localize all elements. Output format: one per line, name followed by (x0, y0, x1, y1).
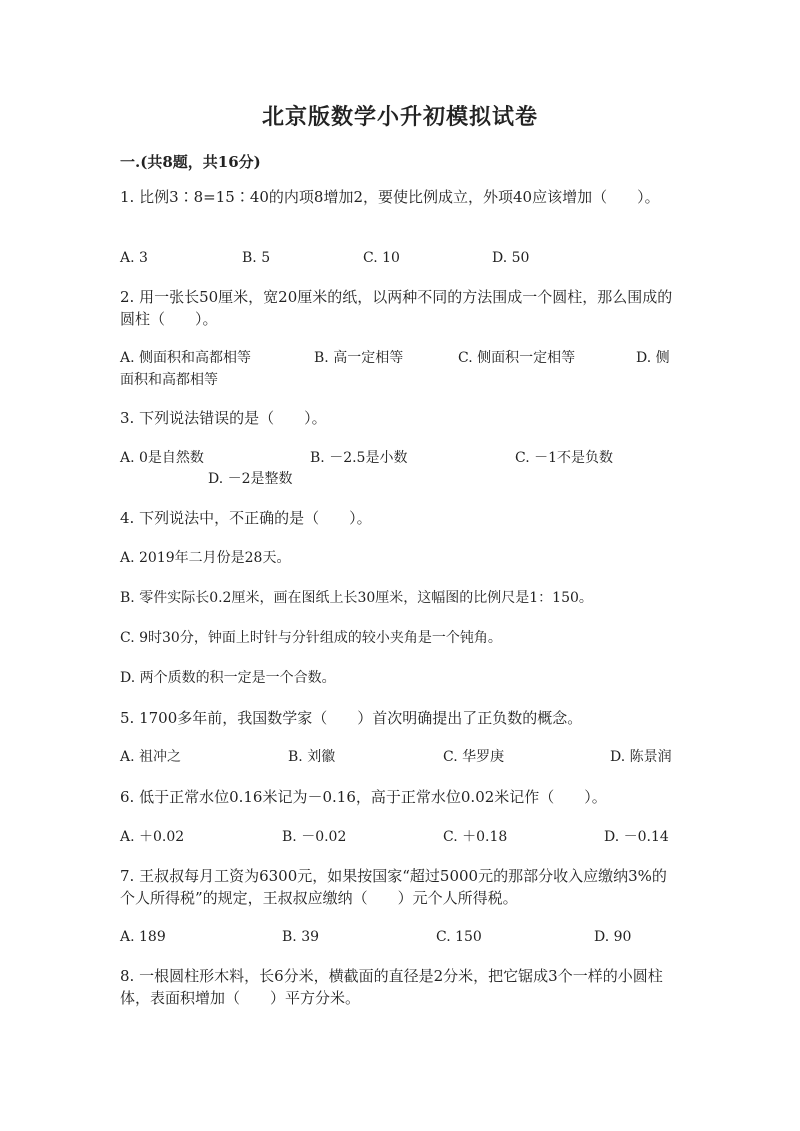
q6-option-d[interactable]: D. －0.14 (604, 829, 669, 845)
q2-option-d[interactable]: D. 侧面积和高都相等 (120, 350, 670, 388)
q2-option-a[interactable]: A. 侧面积和高都相等 (120, 350, 252, 366)
question-7: 7. 王叔叔每月工资为6300元，如果按国家“超过5000元的那部分收入应缴纳3%的个人所得税”的规定，王叔叔应缴纳（ ）元个人所得税。 (120, 867, 667, 907)
q5-option-d[interactable]: D. 陈景润 (610, 749, 672, 765)
question-2: 2. 用一张长50厘米，宽20厘米的纸，以两种不同的方法围成一个圆柱，那么围成的圆柱（ ）。 (120, 288, 673, 328)
question-1-options (120, 247, 680, 269)
question-8: 8. 一根圆柱形木料，长6分米，横截面的直径是2分米，把它锯成3个一样的小圆柱体，表面积增加（ ）平方分米。 (120, 967, 663, 1007)
q1-option-b[interactable]: B. 5 (242, 250, 271, 266)
q2-option-b[interactable]: B. 高一定相等 (314, 350, 404, 366)
page-title: 北京版数学小升初模拟试卷 (261, 104, 538, 130)
q1-option-c[interactable]: C. 10 (363, 250, 400, 266)
q3-option-c[interactable]: C. －1不是负数 (515, 450, 614, 466)
q5-option-a[interactable]: A. 祖冲之 (120, 749, 182, 765)
question-2-options (120, 347, 680, 391)
q4-option-a[interactable]: A. 2019年二月份是28天。 (120, 550, 291, 566)
question-1: 1. 比例3∶8=15∶40的内项8增加2，要使比例成立，外项40应该增加（ ）。 (120, 188, 660, 206)
question-5-options (120, 746, 680, 768)
question-6: 6. 低于正常水位0.16米记为－0.16，高于正常水位0.02米记作（ ）。 (120, 788, 607, 806)
q7-option-b[interactable]: B. 39 (282, 929, 320, 945)
q7-option-d[interactable]: D. 90 (594, 929, 632, 945)
q6-option-c[interactable]: C. ＋0.18 (443, 829, 508, 845)
q4-option-c[interactable]: C. 9时30分，钟面上时针与分针组成的较小夹角是一个钝角。 (120, 630, 502, 646)
question-4: 4. 下列说法中，不正确的是（ ）。 (120, 509, 372, 527)
q1-option-d[interactable]: D. 50 (492, 250, 530, 266)
q7-option-c[interactable]: C. 150 (436, 929, 482, 945)
question-7-options (120, 926, 680, 948)
q4-option-b[interactable]: B. 零件实际长0.2厘米，画在图纸上长30厘米，这幅图的比例尺是1：150。 (120, 590, 593, 606)
q6-option-a[interactable]: A. ＋0.02 (120, 829, 185, 845)
q3-option-a[interactable]: A. 0是自然数 (120, 450, 204, 466)
q2-option-c[interactable]: C. 侧面积一定相等 (458, 350, 576, 366)
section-heading: 一.(共8题，共16分) (120, 153, 261, 171)
q3-option-d[interactable]: D. －2是整数 (208, 471, 293, 487)
question-3: 3. 下列说法错误的是（ ）。 (120, 409, 327, 427)
question-5: 5. 1700多年前，我国数学家（ ）首次明确提出了正负数的概念。 (120, 709, 583, 727)
q5-option-c[interactable]: C. 华罗庚 (443, 749, 505, 765)
q7-option-a[interactable]: A. 189 (120, 929, 166, 945)
q6-option-b[interactable]: B. －0.02 (282, 829, 347, 845)
q1-option-a[interactable]: A. 3 (120, 250, 148, 266)
q5-option-b[interactable]: B. 刘徽 (288, 749, 336, 765)
q3-option-b[interactable]: B. －2.5是小数 (310, 450, 408, 466)
q4-option-d[interactable]: D. 两个质数的积一定是一个合数。 (120, 670, 336, 686)
question-3-options (120, 447, 680, 491)
question-6-options (120, 826, 680, 848)
